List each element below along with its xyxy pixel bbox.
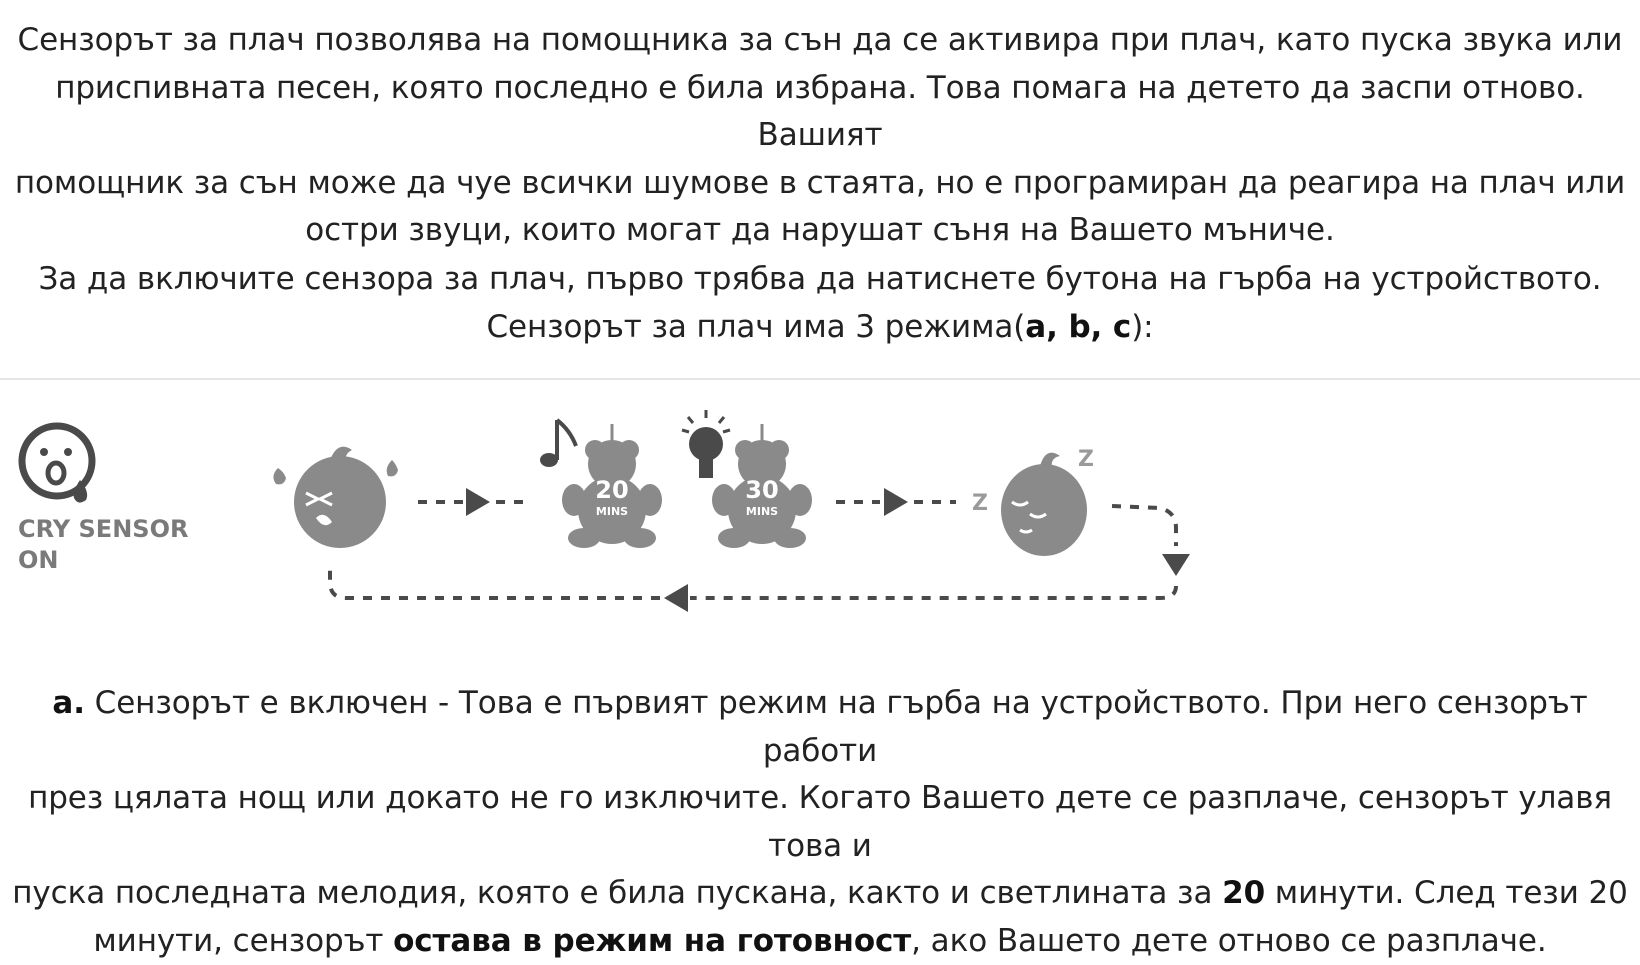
modes-list: a, b, c [1025,309,1131,345]
sensor-label: ON [18,546,59,574]
instructions-line [0,304,1640,352]
sensor-label: CRY SENSOR [18,515,188,543]
mode-a-text: Сензорът е включен - Това е първият режим на гърба на устройството. При него сензорът работи [95,685,1588,769]
mode-a-text: минути, сензорът [93,923,393,959]
minutes-bold: 20 [1222,875,1265,911]
intro-line: Сензорът за плач позволява на помощника за сън да се активира при плач, като пуска звука или [0,17,1640,65]
music-note-icon [540,420,576,467]
sleeping-baby-icon [1001,453,1087,556]
bear1-number: 20 [595,476,628,504]
mode-a-text: пуска последната мелодия, която е била пускана, както и светлината за [12,875,1222,911]
mode-letter: a. [52,685,85,721]
sleep-z: Z [1078,447,1094,472]
mode-a-line [0,918,1640,965]
light-bulb-icon [682,410,730,478]
standby-bold: остава в режим на готовност [393,923,911,959]
mode-a-line [0,870,1640,918]
sleep-z: Z [972,491,988,516]
mode-a-line [0,680,1640,775]
arrow-icon [836,488,956,516]
arrow-icon [418,488,530,516]
instructions-text: Сензорът за плач има 3 режима( [486,309,1025,345]
intro-line: помощник за сън може да чуе всички шумове в стаята, но е програмиран да реагира на плач или [0,160,1640,208]
intro-paragraph [0,17,1640,255]
cry-sensor-icon [22,426,92,503]
mode-a-text: минути. След тези 20 [1265,875,1628,911]
intro-line: остри звуци, които могат да нарушат съня на Вашето мъниче. [0,207,1640,255]
instructions-paragraph [0,256,1640,351]
bear1-unit: MINS [596,505,628,518]
diagram-graphic [0,380,1640,650]
mode-a-text: , ако Вашето дете отново се разплаче. [911,923,1546,959]
bear2-number: 30 [745,476,778,504]
cry-sensor-diagram [0,378,1640,650]
mode-a-paragraph [0,680,1640,965]
bear2-unit: MINS [746,505,778,518]
mode-a-line: през цялата нощ или докато не го изключите. Когато Вашето дете се разплаче, сензорът улавя това и [0,775,1640,870]
intro-line: приспивната песен, която последно е била избрана. Това помага на детето да заспи отново. Вашият [0,65,1640,160]
crying-baby-icon [273,447,398,548]
instructions-text: ): [1131,309,1153,345]
instructions-line: За да включите сензора за плач, първо трябва да натиснете бутона на гърба на устройството. [0,256,1640,304]
